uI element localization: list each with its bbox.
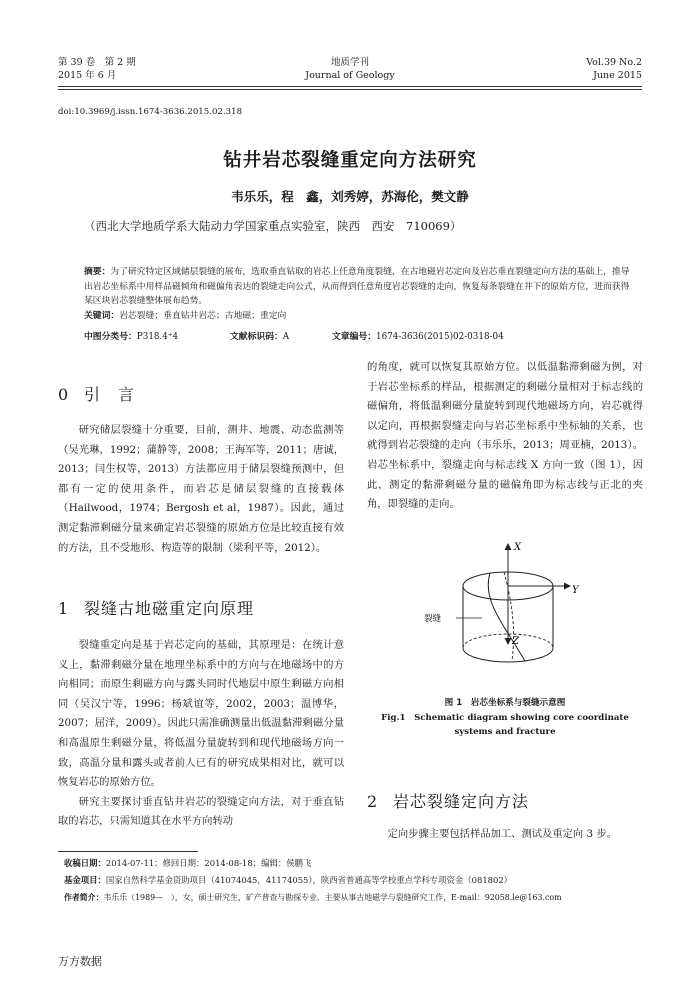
section-1-title: 裂缝古地磁重定向原理 <box>84 599 255 618</box>
caption-en-line-2: systems and fracture <box>454 727 556 737</box>
watermark: 万方数据 <box>58 955 102 968</box>
caption-cn: 图 1 岩芯坐标系与裂缝示意图 <box>444 698 566 708</box>
section-0-body <box>58 421 344 558</box>
affiliation: （西北大学地质学系大陆动力学国家重点实验室，陕西 西安 710069） <box>84 219 462 233</box>
abstract-text: 为了研究特定区域储层裂缝的展布，选取垂直钻取的岩芯上任意角度裂缝，在古地磁岩芯定向及岩芯垂直裂缝定向方法的基础上，推导出岩芯坐标系中用样品磁倾角和磁偏角表达的裂缝走向公式，从而得到任意角度岩芯裂缝的走向，恢复每条裂缝在井下的原始方位，进而获得某区块岩芯裂缝整体展布趋势。 <box>84 267 630 307</box>
fund-label: 基金项目： <box>64 875 106 885</box>
dates-label: 收稿日期： <box>64 858 106 868</box>
paragraph: 研究主要探讨垂直钻井岩芯的裂缝定向方法，对于垂直钻取的岩芯，只需知道其在水平方向转动 <box>58 795 344 828</box>
figure-1-diagram <box>420 540 600 700</box>
header-volume-en: Vol.39 No.2 June 2015 <box>586 57 642 81</box>
section-2-body <box>367 825 643 845</box>
figure-1-caption <box>367 696 643 740</box>
footnote-author <box>64 891 562 905</box>
dates-text: 2014-07-11；修回日期：2014-08-18；编辑：侯鹏飞 <box>105 858 312 868</box>
section-1-number: 1 <box>58 599 70 618</box>
section-1-heading <box>58 596 254 619</box>
header-rule <box>58 86 642 87</box>
fracture-trace-back <box>504 572 514 661</box>
paragraph: 研究储层裂缝十分重要，目前，测井、地震、动态监测等（吴光琳，1992；蒲静等，2008；王海军等，2011；唐诚，2013；闫生权等，2013）方法都应用于储层裂缝预测中，但都有一定的使用条件，而岩芯是储层裂缝的直接载体（Hailwood，1974；Bergosh et al，1987）。因此，通过测定黏滞剩磁分量来确定岩芯裂缝的原始方位是比较直接有效的方法，且不受地形、构造等的限制（梁利平等，2012）。 <box>58 424 344 554</box>
doi[interactable]: doi:10.3969/j.issn.1674-3636.2015.02.318 <box>58 107 243 117</box>
footnote-dates <box>64 857 311 871</box>
paper-title: 钻井岩芯裂缝重定向方法研究 <box>223 150 477 171</box>
y-axis-label: Y <box>572 585 579 596</box>
article-number: 1674-3636(2015)02-0318-04 <box>376 332 504 342</box>
header-volume-cn: 第 39 卷 第 2 期 2015 年 6 月 <box>58 57 136 81</box>
caption-en-line-1: Fig.1 Schematic diagram showing core coordinate <box>381 712 629 723</box>
right-column-body <box>367 358 643 515</box>
doc-code-label: 文献标识码： <box>230 332 283 342</box>
abstract <box>84 265 634 323</box>
doc-code: A <box>282 332 290 342</box>
footnote-fund <box>64 874 512 888</box>
section-0-heading <box>58 382 135 405</box>
author-note-text: 韦乐乐（1989— ），女，硕士研究生，矿产普查与勘探专业，主要从事古地磁学与裂缝研究工作，E-mail：92058.le@163.com <box>103 893 562 902</box>
x-axis-label: X <box>514 542 522 553</box>
paragraph: 定向步骤主要包括样品加工、测试及重定向 3 步。 <box>387 828 617 840</box>
cylinder-bottom-front <box>463 648 553 662</box>
header-rule-thin <box>58 89 642 90</box>
section-0-title: 引 言 <box>84 385 136 404</box>
section-2-title: 岩芯裂缝定向方法 <box>393 792 530 811</box>
fund-text: 国家自然科学基金资助项目（41074045，41174055），陕西省普通高等学校重点学科专项资金（081802） <box>105 875 513 885</box>
abstract-label: 摘要： <box>84 267 111 277</box>
clc-code: P318.4⁺4 <box>136 332 179 342</box>
z-axis-label: Z <box>512 636 519 647</box>
header-journal: 地质学刊 Journal of Geology <box>305 57 395 81</box>
author-note-label: 作者简介： <box>64 893 104 902</box>
keywords-label: 关键词： <box>84 310 120 321</box>
section-2-heading <box>367 789 529 812</box>
paragraph: 的角度，就可以恢复其原始方位。以低温黏滞剩磁为例，对于岩芯坐标系的样品，根据测定的剩磁分量相对于标志线的磁偏角，将低温剩磁分量旋转到现代地磁场方向，岩芯就得以定向，再根据裂缝走向与岩芯坐标系中坐标轴的关系，也就得到岩芯裂缝的走向（韦乐乐，2013；周亚楠，2013）。岩芯坐标系中，裂缝走向与标志线 X 方向一致（图 1），因此，测定的黏滞剩磁分量的磁偏角即为标志线与正北的夹角，即裂缝的走向。 <box>367 361 643 511</box>
keywords-text: 岩芯裂缝；垂直钻井岩芯；古地磁；重定向 <box>119 310 287 321</box>
paragraph: 裂缝重定向是基于岩芯定向的基础，其原理是：在统计意义上，黏滞剩磁分量在地理坐标系中的方向与在地磁场中的方向相同；而原生剩磁方向与露头同时代地层中原生剩磁方向相同（吴汉宁等，1996；杨斌谊等，2002，2003；温博华，2007；屈洋，2009）。因此只需准确测量出低温黏滞剩磁分量和高温原生剩磁分量，将低温分量旋转到和现代地磁场方向一致，高温分量和露头或者前人已有的研究成果相对比，就可以恢复岩芯的原始方位。 <box>58 639 344 789</box>
section-0-number: 0 <box>58 385 70 404</box>
fracture-label: 裂缝 <box>424 614 442 624</box>
author-list: 韦乐乐，程 鑫，刘秀婷，苏海伦，樊文静 <box>231 189 469 204</box>
classification-row <box>84 329 504 342</box>
clc-label: 中图分类号： <box>84 332 137 342</box>
article-number-label: 文章编号： <box>332 332 376 342</box>
footnote-rule <box>58 851 198 852</box>
section-2-number: 2 <box>367 792 379 811</box>
section-1-body <box>58 636 344 832</box>
